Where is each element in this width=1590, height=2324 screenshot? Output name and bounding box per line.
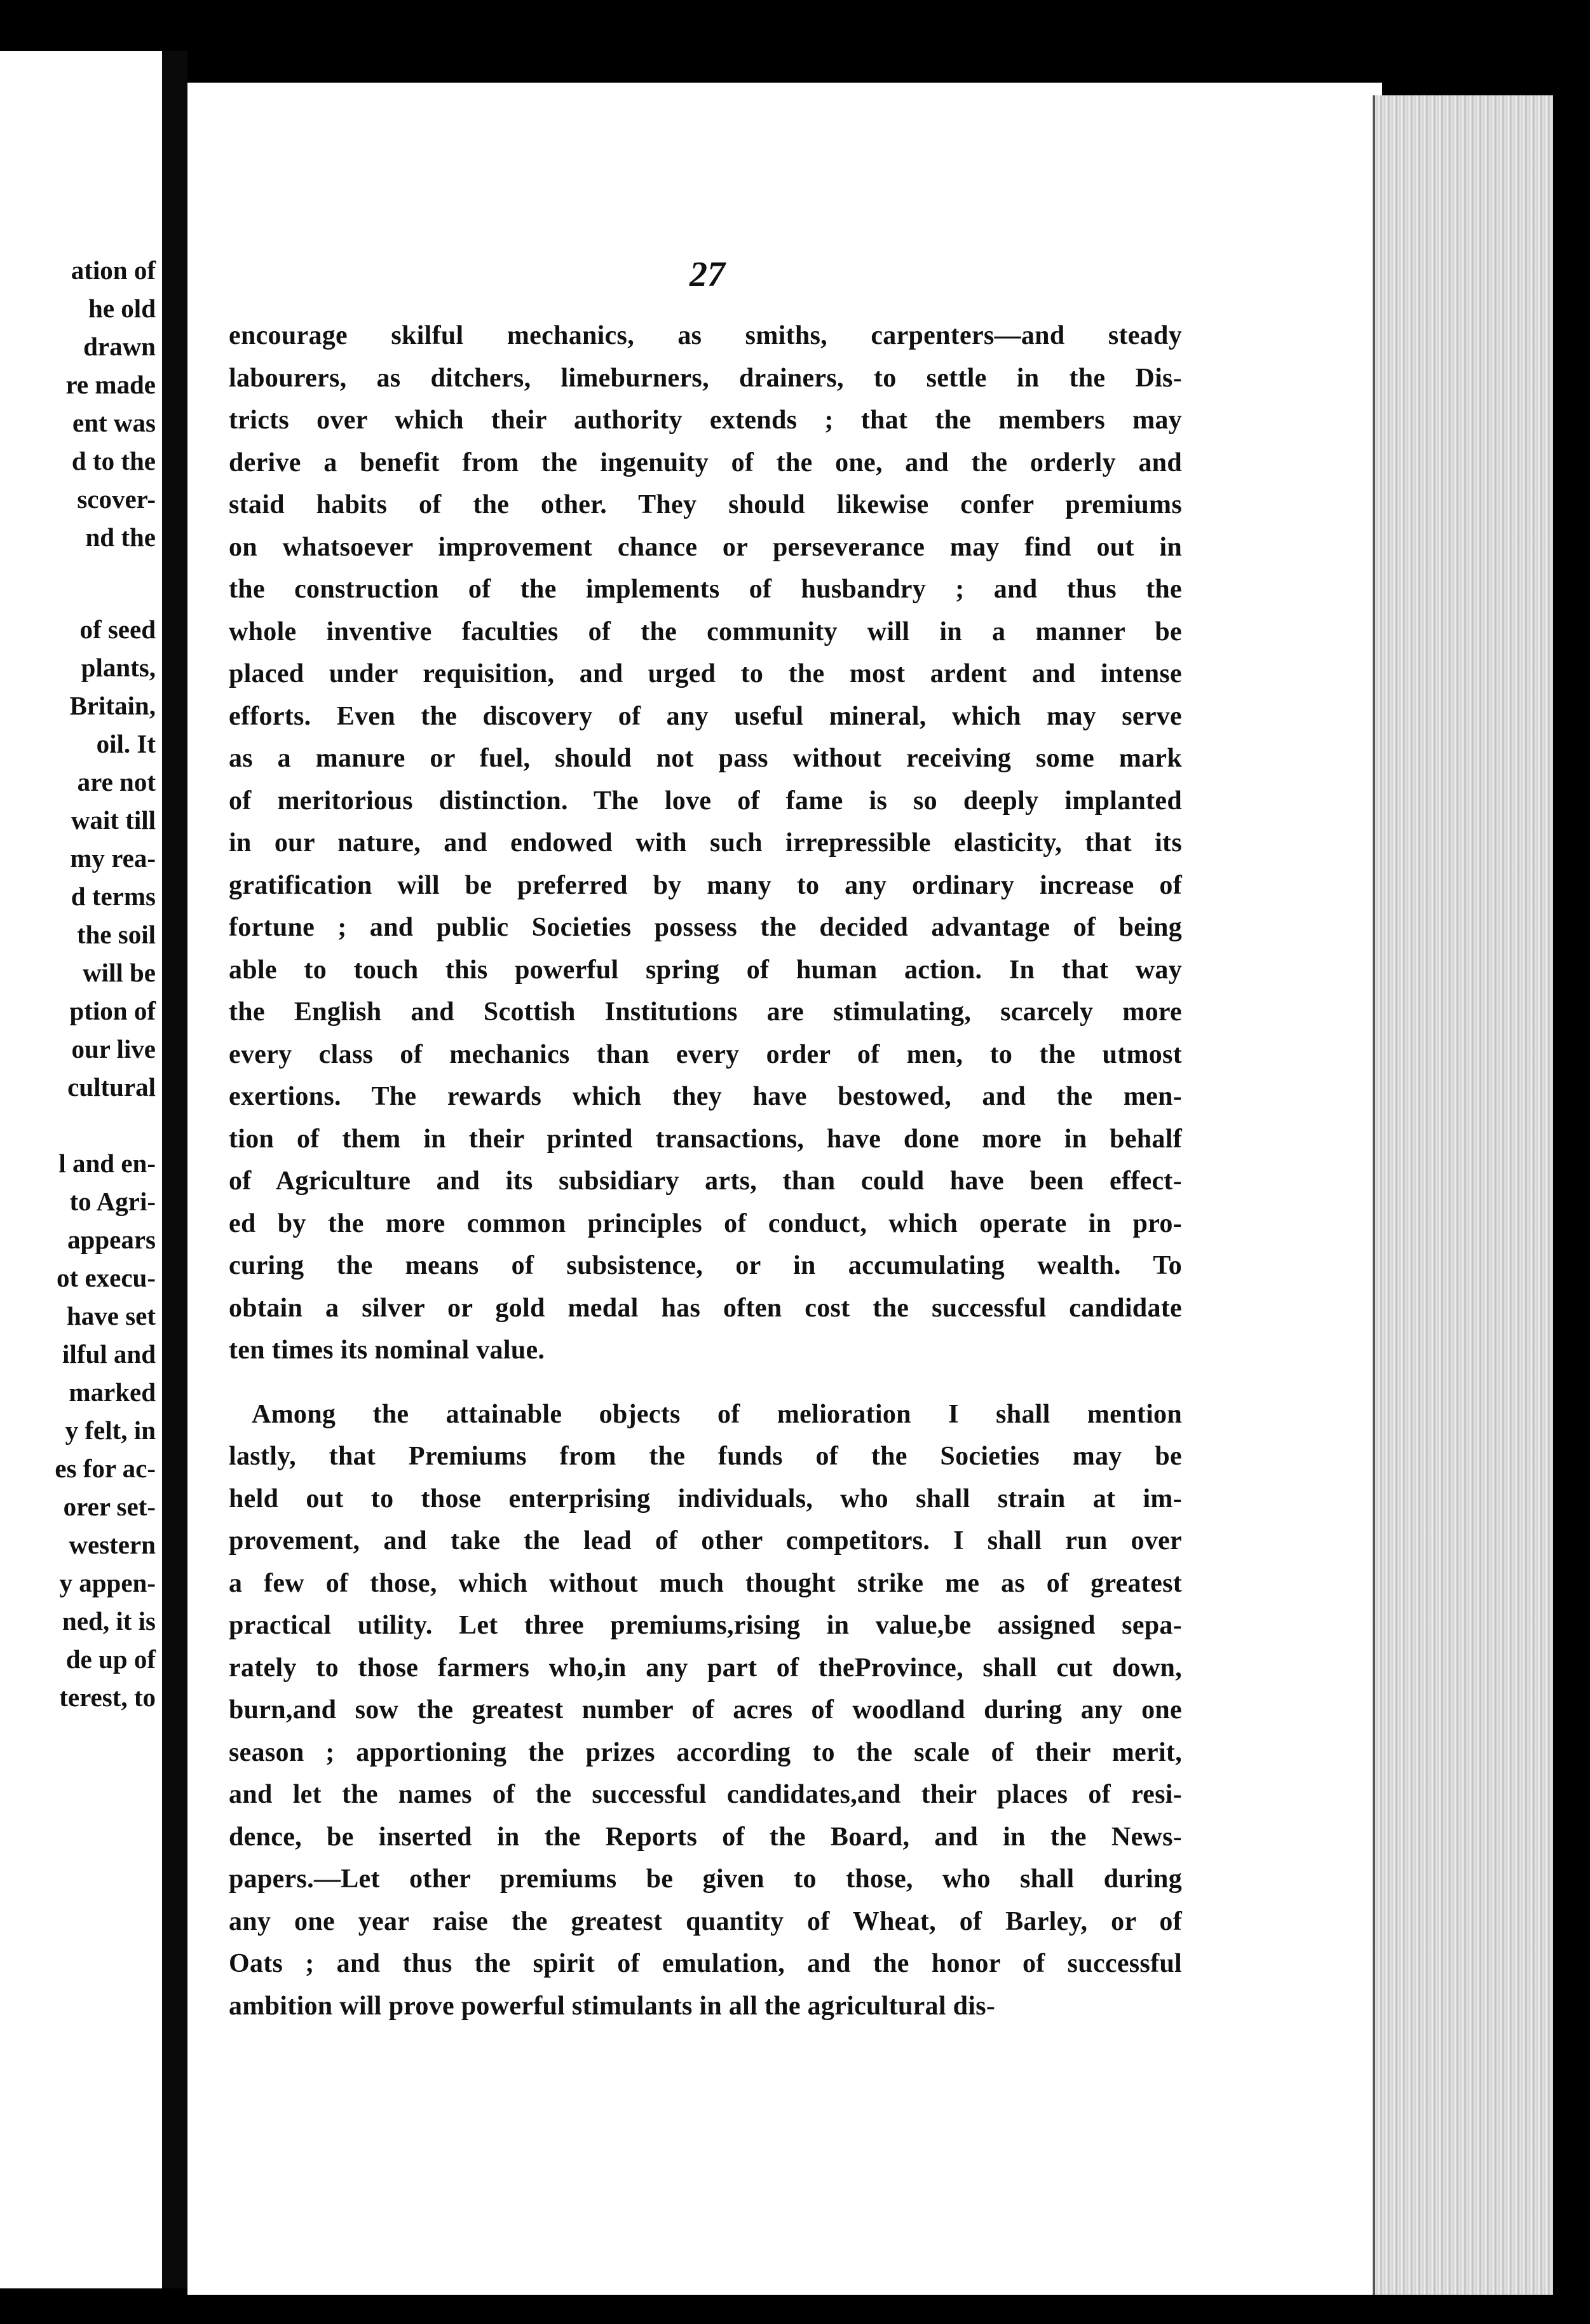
text-line: any one year raise the greatest quantity of Wheat, of Barley, or of [229,1906,1182,1936]
left-page-fragment: orer set- [63,1492,156,1521]
text-line: provement, and take the lead of other competitors. I shall run over [229,1526,1182,1555]
paragraph-gap [229,1372,1182,1393]
left-page-fragment: marked [69,1377,156,1407]
text-line: encourage skilful mechanics, as smiths, carpenters—and steady [229,321,1182,350]
left-page-fragment: western [69,1530,156,1559]
left-page-fragment: ot execu- [57,1263,156,1292]
text-line: ambition will prove powerful stimulants in all the agricultural dis- [229,1991,996,2021]
text-line: labourers, as ditchers, limeburners, drainers, to settle in the Dis- [229,363,1182,393]
text-line: of meritorious distinction. The love of fame is so deeply implanted [229,786,1182,816]
text-line: exertions. The rewards which they have bestowed, and the men- [229,1082,1182,1111]
left-page-fragment: nd the [85,523,156,552]
text-line: of Agriculture and its subsidiary arts, than could have been effect- [229,1166,1182,1196]
left-page-fragment: to Agri- [69,1187,156,1216]
left-page-fragment: ation of [71,256,156,285]
text-line: derive a benefit from the ingenuity of the one, and the orderly and [229,448,1182,477]
left-page-fragment: ent was [72,408,156,437]
left-page-fragment: d to the [71,446,156,475]
left-page-fragment: cultural [67,1072,156,1102]
text-line: tricts over which their authority extends ; that the members may [229,406,1182,435]
text-line: obtain a silver or gold medal has often cost the successful candidate [229,1293,1182,1323]
page-body-text [229,315,1182,2027]
left-page-fragment: wait till [71,805,156,835]
text-line: as a manure or fuel, should not pass without receiving some mark [229,744,1182,773]
page-number: 27 [690,255,725,294]
text-line: whole inventive faculties of the community will in a manner be [229,617,1182,646]
paragraph [229,1393,1182,2028]
text-line: Oats ; and thus the spirit of emulation, and the honor of successful [229,1949,1182,1978]
text-line: every class of mechanics than every order of men, to the utmost [229,1039,1182,1069]
previous-page-edge [0,51,162,2288]
left-page-fragment: appears [67,1225,156,1254]
text-line: fortune ; and public Societies possess the decided advantage of being [229,913,1182,942]
left-page-fragment: terest, to [59,1683,156,1712]
left-page-fragment: re made [65,370,156,399]
left-page-fragment: he old [88,294,156,323]
left-page-fragment: ilful and [62,1339,156,1369]
text-line: ten times its nominal value. [229,1336,545,1365]
text-line: a few of those, which without much thought strike me as of greatest [229,1568,1182,1598]
text-line: held out to those enterprising individuals, who shall strain at im- [229,1484,1182,1514]
text-line: ed by the more common principles of conduct, which operate in pro- [229,1208,1182,1238]
left-page-fragment: the soil [76,920,156,949]
text-line: burn,and sow the greatest number of acres of woodland during any one [229,1695,1182,1725]
left-page-fragment: y appen- [59,1568,156,1597]
text-line: dence, be inserted in the Reports of the Board, and in the News- [229,1822,1182,1852]
left-page-fragment: de up of [65,1644,156,1674]
text-line: able to touch this powerful spring of human action. In that way [229,955,1182,985]
left-page-fragment: oil. It [96,729,156,758]
left-page-fragment: l and en- [58,1149,156,1178]
text-line: tion of them in their printed transactions, have done more in behalf [229,1124,1182,1154]
page-edges [1373,95,1553,2295]
text-line: curing the means of subsistence, or in accumulating wealth. To [229,1251,1182,1280]
left-page-fragment: our live [71,1034,156,1063]
text-line: rately to those farmers who,in any part of theProvince, shall cut down, [229,1653,1182,1683]
paragraph [229,315,1182,1372]
left-page-fragment: have set [66,1301,156,1330]
text-line: staid habits of the other. They should likewise confer premiums [229,490,1182,519]
left-page-fragment: y felt, in [65,1416,156,1445]
text-line: Among the attainable objects of melioration I shall mention [252,1399,1182,1429]
text-line: practical utility. Let three premiums,rising in value,be assigned sepa- [229,1611,1182,1640]
text-line: in our nature, and endowed with such irrepressible elasticity, that its [229,828,1182,858]
left-page-fragment: ption of [69,996,156,1025]
text-line: gratification will be preferred by many to any ordinary increase of [229,870,1182,900]
text-line: lastly, that Premiums from the funds of the Societies may be [229,1442,1182,1471]
book-gutter [162,51,187,2288]
text-line: efforts. Even the discovery of any useful mineral, which may serve [229,701,1182,731]
text-line: placed under requisition, and urged to the most ardent and intense [229,659,1182,688]
left-page-fragment: of seed [79,615,156,644]
left-page-fragment: es for ac- [55,1454,156,1483]
text-line: season ; apportioning the prizes according to the scale of their merit, [229,1737,1182,1767]
left-page-fragment: ned, it is [62,1606,156,1636]
left-page-fragment: are not [77,767,156,796]
text-line: on whatsoever improvement chance or perseverance may find out in [229,532,1182,562]
text-line: the construction of the implements of husbandry ; and thus the [229,575,1182,604]
left-page-fragment: will be [82,958,156,987]
text-line: the English and Scottish Institutions are stimulating, scarcely more [229,997,1182,1027]
text-line: and let the names of the successful candidates,and their places of resi- [229,1780,1182,1809]
left-page-fragment: d terms [71,882,156,911]
left-page-fragment: plants, [81,653,156,682]
text-line: papers.—Let other premiums be given to those, who shall during [229,1864,1182,1894]
left-page-fragment: scover- [77,484,156,514]
left-page-fragment: my rea- [70,844,156,873]
left-page-fragment: drawn [83,332,156,361]
left-page-fragment: Britain, [69,691,156,720]
